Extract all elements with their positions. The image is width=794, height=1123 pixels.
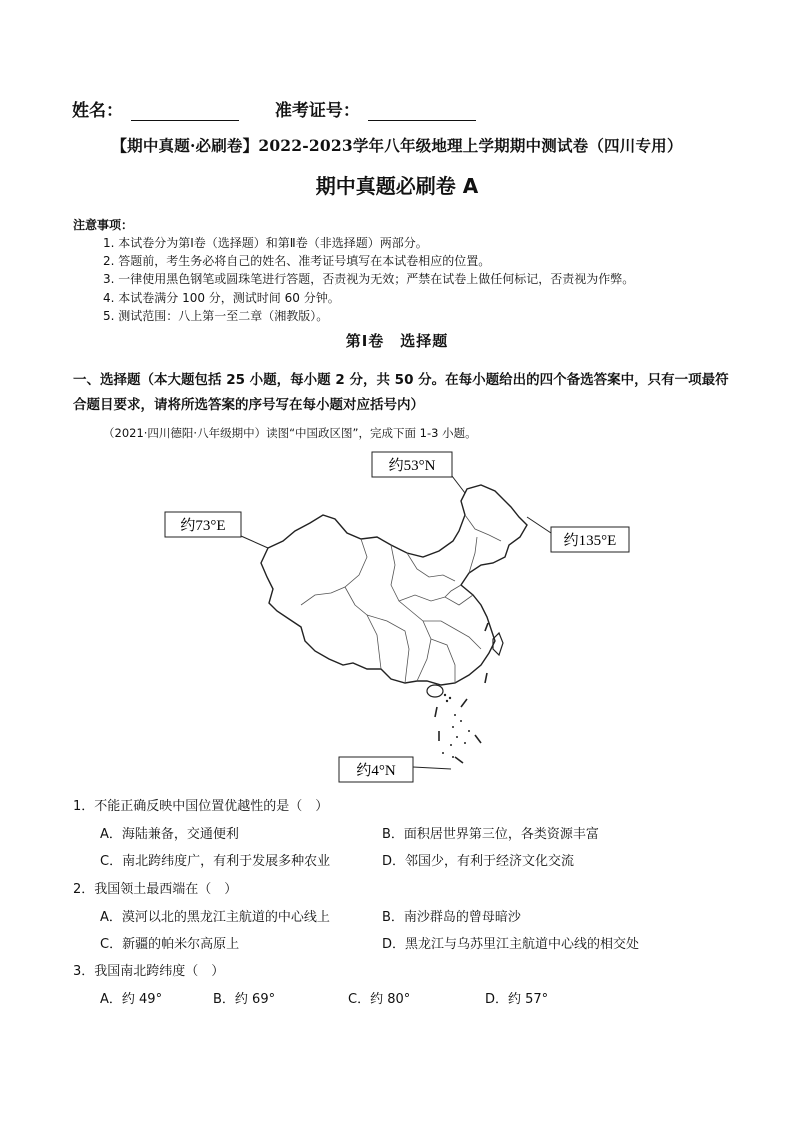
- option-3c[interactable]: C．约 80°: [348, 992, 411, 1007]
- option-3b[interactable]: B．约 69°: [213, 992, 276, 1007]
- question-source: （2021·四川德阳·八年级期中）读图“中国政区图”，完成下面 1-3 小题。: [103, 426, 477, 440]
- notice-item: 4. 本试卷满分 100 分，测试时间 60 分钟。: [103, 290, 340, 305]
- south-sea-islands: [442, 694, 470, 758]
- notice-item: 1. 本试卷分为第Ⅰ卷（选择题）和第Ⅱ卷（非选择题）两部分。: [103, 236, 428, 250]
- exam-number-label: 准考证号：: [274, 101, 360, 121]
- notice-item: 3. 一律使用黑色钢笔或圆珠笔进行答题，否责视为无效；严禁在试卷上做任何标记，否责视为作弊。: [103, 272, 635, 287]
- name-label: 姓名：: [72, 101, 123, 121]
- option-1a[interactable]: A．海陆兼备，交通便利: [100, 827, 239, 842]
- notice-item: 2. 答题前，考生务必将自己的姓名、准考证号填写在本试卷相应的位置。: [103, 254, 491, 269]
- option-2c[interactable]: C．新疆的帕米尔高原上: [100, 937, 240, 952]
- hainan-island: [427, 685, 443, 697]
- west-label: 约73°E: [180, 518, 226, 534]
- section-instruction: 一、选择题（本大题包括 25 小题，每小题 2 分，共 50 分。在每小题给出的四个备选答案中，只有一项最符合题目要求，请将所选答案的序号写在每小题对应括号内）: [73, 372, 729, 413]
- option-3d[interactable]: D．约 57°: [485, 992, 549, 1007]
- east-label: 约135°E: [563, 533, 617, 549]
- notice-item: 5. 测试范围：八上第一至二章（湘教版）。: [103, 308, 329, 323]
- option-2d[interactable]: D．黑龙江与乌苏里江主航道中心线的相交处: [382, 937, 640, 952]
- mainland-outline: [261, 485, 527, 685]
- option-2a[interactable]: A．漠河以北的黑龙江主航道的中心线上: [100, 910, 330, 925]
- paper-title: 【期中真题·必刷卷】2022-2023学年八年级地理上学期期中测试卷（四川专用）: [111, 136, 683, 155]
- option-3a[interactable]: A．约 49°: [100, 992, 163, 1007]
- callout-lines: [241, 476, 551, 769]
- question-stem: 3．我国南北跨纬度（ ）: [73, 964, 225, 979]
- name-blank[interactable]: [131, 104, 239, 121]
- notice-title: 注意事项：: [73, 218, 134, 232]
- student-info-row: [72, 96, 506, 121]
- option-1d[interactable]: D．邻国少，有利于经济文化交流: [382, 854, 575, 869]
- taiwan-island: [493, 633, 503, 655]
- notice-list: [103, 234, 634, 325]
- option-2b[interactable]: B．南沙群岛的曾母暗沙: [382, 910, 521, 925]
- china-map-figure: [155, 445, 645, 790]
- question-stem: 1．不能正确反映中国位置优越性的是（ ）: [73, 799, 329, 814]
- paper-subtitle: 期中真题必刷卷 A: [315, 174, 479, 198]
- option-1c[interactable]: C．南北跨纬度广，有利于发展多种农业: [100, 854, 331, 869]
- option-1b[interactable]: B．面积居世界第三位，各类资源丰富: [382, 827, 599, 842]
- exam-number-blank[interactable]: [368, 104, 476, 121]
- section-heading: 第Ⅰ卷 选择题: [345, 332, 449, 350]
- north-label: 约53°N: [388, 458, 436, 474]
- question-stem: 2．我国领土最西端在（ ）: [73, 882, 238, 897]
- province-borders: [301, 515, 501, 683]
- south-label: 约4°N: [356, 763, 396, 779]
